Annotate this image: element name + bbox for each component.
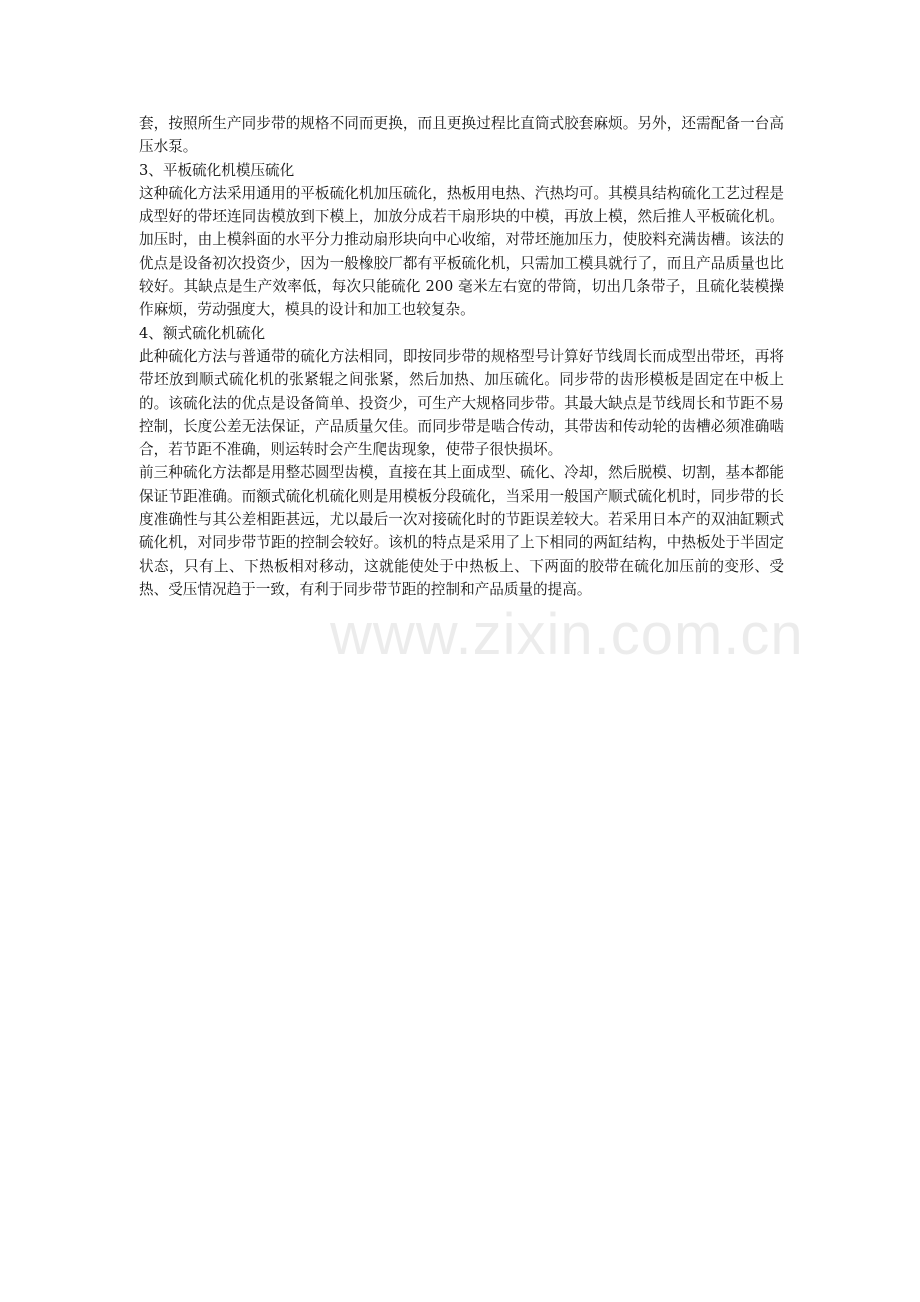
document-body bbox=[139, 112, 784, 601]
paragraph-frame-press: 此种硫化方法与普通带的硫化方法相同，即按同步带的规格型号计算好节线周长而成型出带坯，再将带坯放到顺式硫化机的张紧辊之间张紧，然后加热、加压硫化。同步带的齿形模板是固定在中板上的。该硫化法的优点是设备简单、投资少，可生产大规格同步带。其最大缺点是节线周长和节距不易控制，长度公差无法保证，产品质量欠佳。而同步带是啮合传动，其带齿和传动轮的齿槽必须准确啮合，若节距不准确，则运转时会产生爬齿现象，使带子很快损坏。 bbox=[139, 347, 784, 459]
section-heading-3: 3、平板硫化机模压硫化 bbox=[139, 161, 295, 179]
paragraph-flat-press: 这种硫化方法采用通用的平板硫化机加压硫化，热板用电热、汽热均可。其模具结构硫化工艺过程是成型好的带坯连同齿模放到下模上，加放分成若干扇形块的中模，再放上模，然后推人平板硫化机。加压时，由上模斜面的水平分力推动扇形块向中心收缩，对带坯施加压力，使胶料充满齿槽。该法的优点是设备初次投资少，因为一般橡胶厂都有平板硫化机，只需加工模具就行了，而且产品质量也比较好。其缺点是生产效率低，每次只能硫化 200 毫米左右宽的带筒，切出几条带子，且硫化装模操作麻烦，劳动强度大，模具的设计和加工也较复杂。 bbox=[139, 184, 784, 319]
paragraph-continuation: 套，按照所生产同步带的规格不同而更换，而且更换过程比直筒式胶套麻烦。另外，还需配备一台高压水泵。 bbox=[139, 115, 784, 156]
paragraph-comparison: 前三种硫化方法都是用整芯圆型齿模，直接在其上面成型、硫化、冷却，然后脱模、切割，基本都能保证节距准确。而额式硫化机硫化则是用模板分段硫化，当采用一般国产顺式硫化机时，同步带的长度准确性与其公差相距甚远，尤以最后一次对接硫化时的节距误差较大。若采用日本产的双油缸颗式硫化机，对同步带节距的控制会较好。该机的特点是采用了上下相同的两缸结构，中热板处于半固定状态，只有上、下热板相对移动，这就能使处于中热板上、下两面的胶带在硫化加压前的变形、受热、受压情况趋于一致，有利于同步带节距的控制和产品质量的提高。 bbox=[139, 464, 784, 598]
watermark: www.zixin.com.cn bbox=[330, 602, 804, 667]
section-heading-4: 4、额式硫化机硫化 bbox=[139, 324, 266, 342]
